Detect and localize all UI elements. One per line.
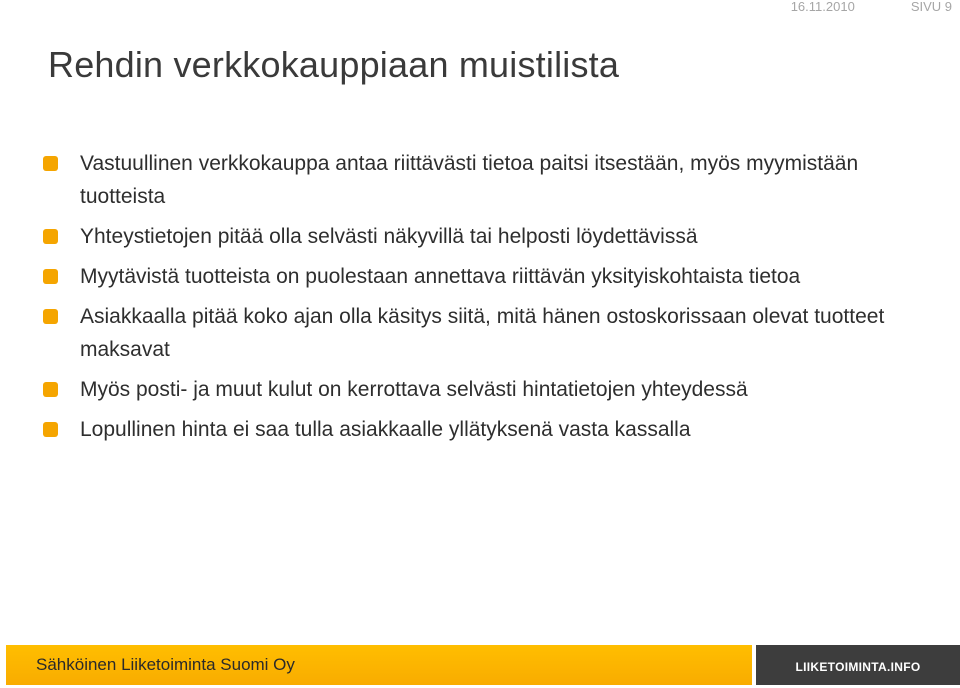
bullet-square-icon: [43, 309, 58, 324]
bullet-square-icon: [43, 156, 58, 171]
footer-company-name: Sähköinen Liiketoiminta Suomi Oy: [36, 655, 295, 674]
bullet-square-icon: [43, 422, 58, 437]
bullet-text: Myytävistä tuotteista on puolestaan annettava riittävän yksityiskohtaista tietoa: [80, 265, 801, 288]
page-number: SIVU 9: [910, 0, 952, 14]
footer-bar: [6, 645, 752, 685]
bullet-text: Lopullinen hinta ei saa tulla asiakkaalle yllätyksenä vasta kassalla: [80, 418, 691, 441]
bullet-text: Asiakkaalla pitää koko ajan olla käsitys siitä, mitä hänen ostoskorissaan olevat tuotteet maksavat: [80, 305, 885, 361]
bullet-square-icon: [43, 269, 58, 284]
bullet-square-icon: [43, 382, 58, 397]
list-item: [40, 260, 920, 293]
list-item: [40, 220, 920, 253]
header-meta: [791, 0, 952, 14]
bullet-text: Yhteystietojen pitää olla selvästi näkyvillä tai helposti löydettävissä: [80, 225, 698, 248]
brand-logo-text: LIIKETOIMINTA.INFO: [795, 660, 921, 674]
bullet-text: Myös posti- ja muut kulut on kerrottava selvästi hintatietojen yhteydessä: [80, 378, 748, 401]
bullet-list: [40, 147, 920, 453]
bullet-square-icon: [43, 229, 58, 244]
slide-date: 16.11.2010: [790, 0, 855, 14]
list-item: [40, 373, 920, 406]
page-title: Rehdin verkkokauppiaan muistilista: [48, 44, 620, 85]
list-item: [40, 300, 920, 366]
footer-brand: [756, 645, 960, 685]
list-item: [40, 413, 920, 446]
list-item: [40, 147, 920, 213]
bullet-text: Vastuullinen verkkokauppa antaa riittävästi tietoa paitsi itsestään, myös myymistään tuotteista: [80, 152, 859, 208]
